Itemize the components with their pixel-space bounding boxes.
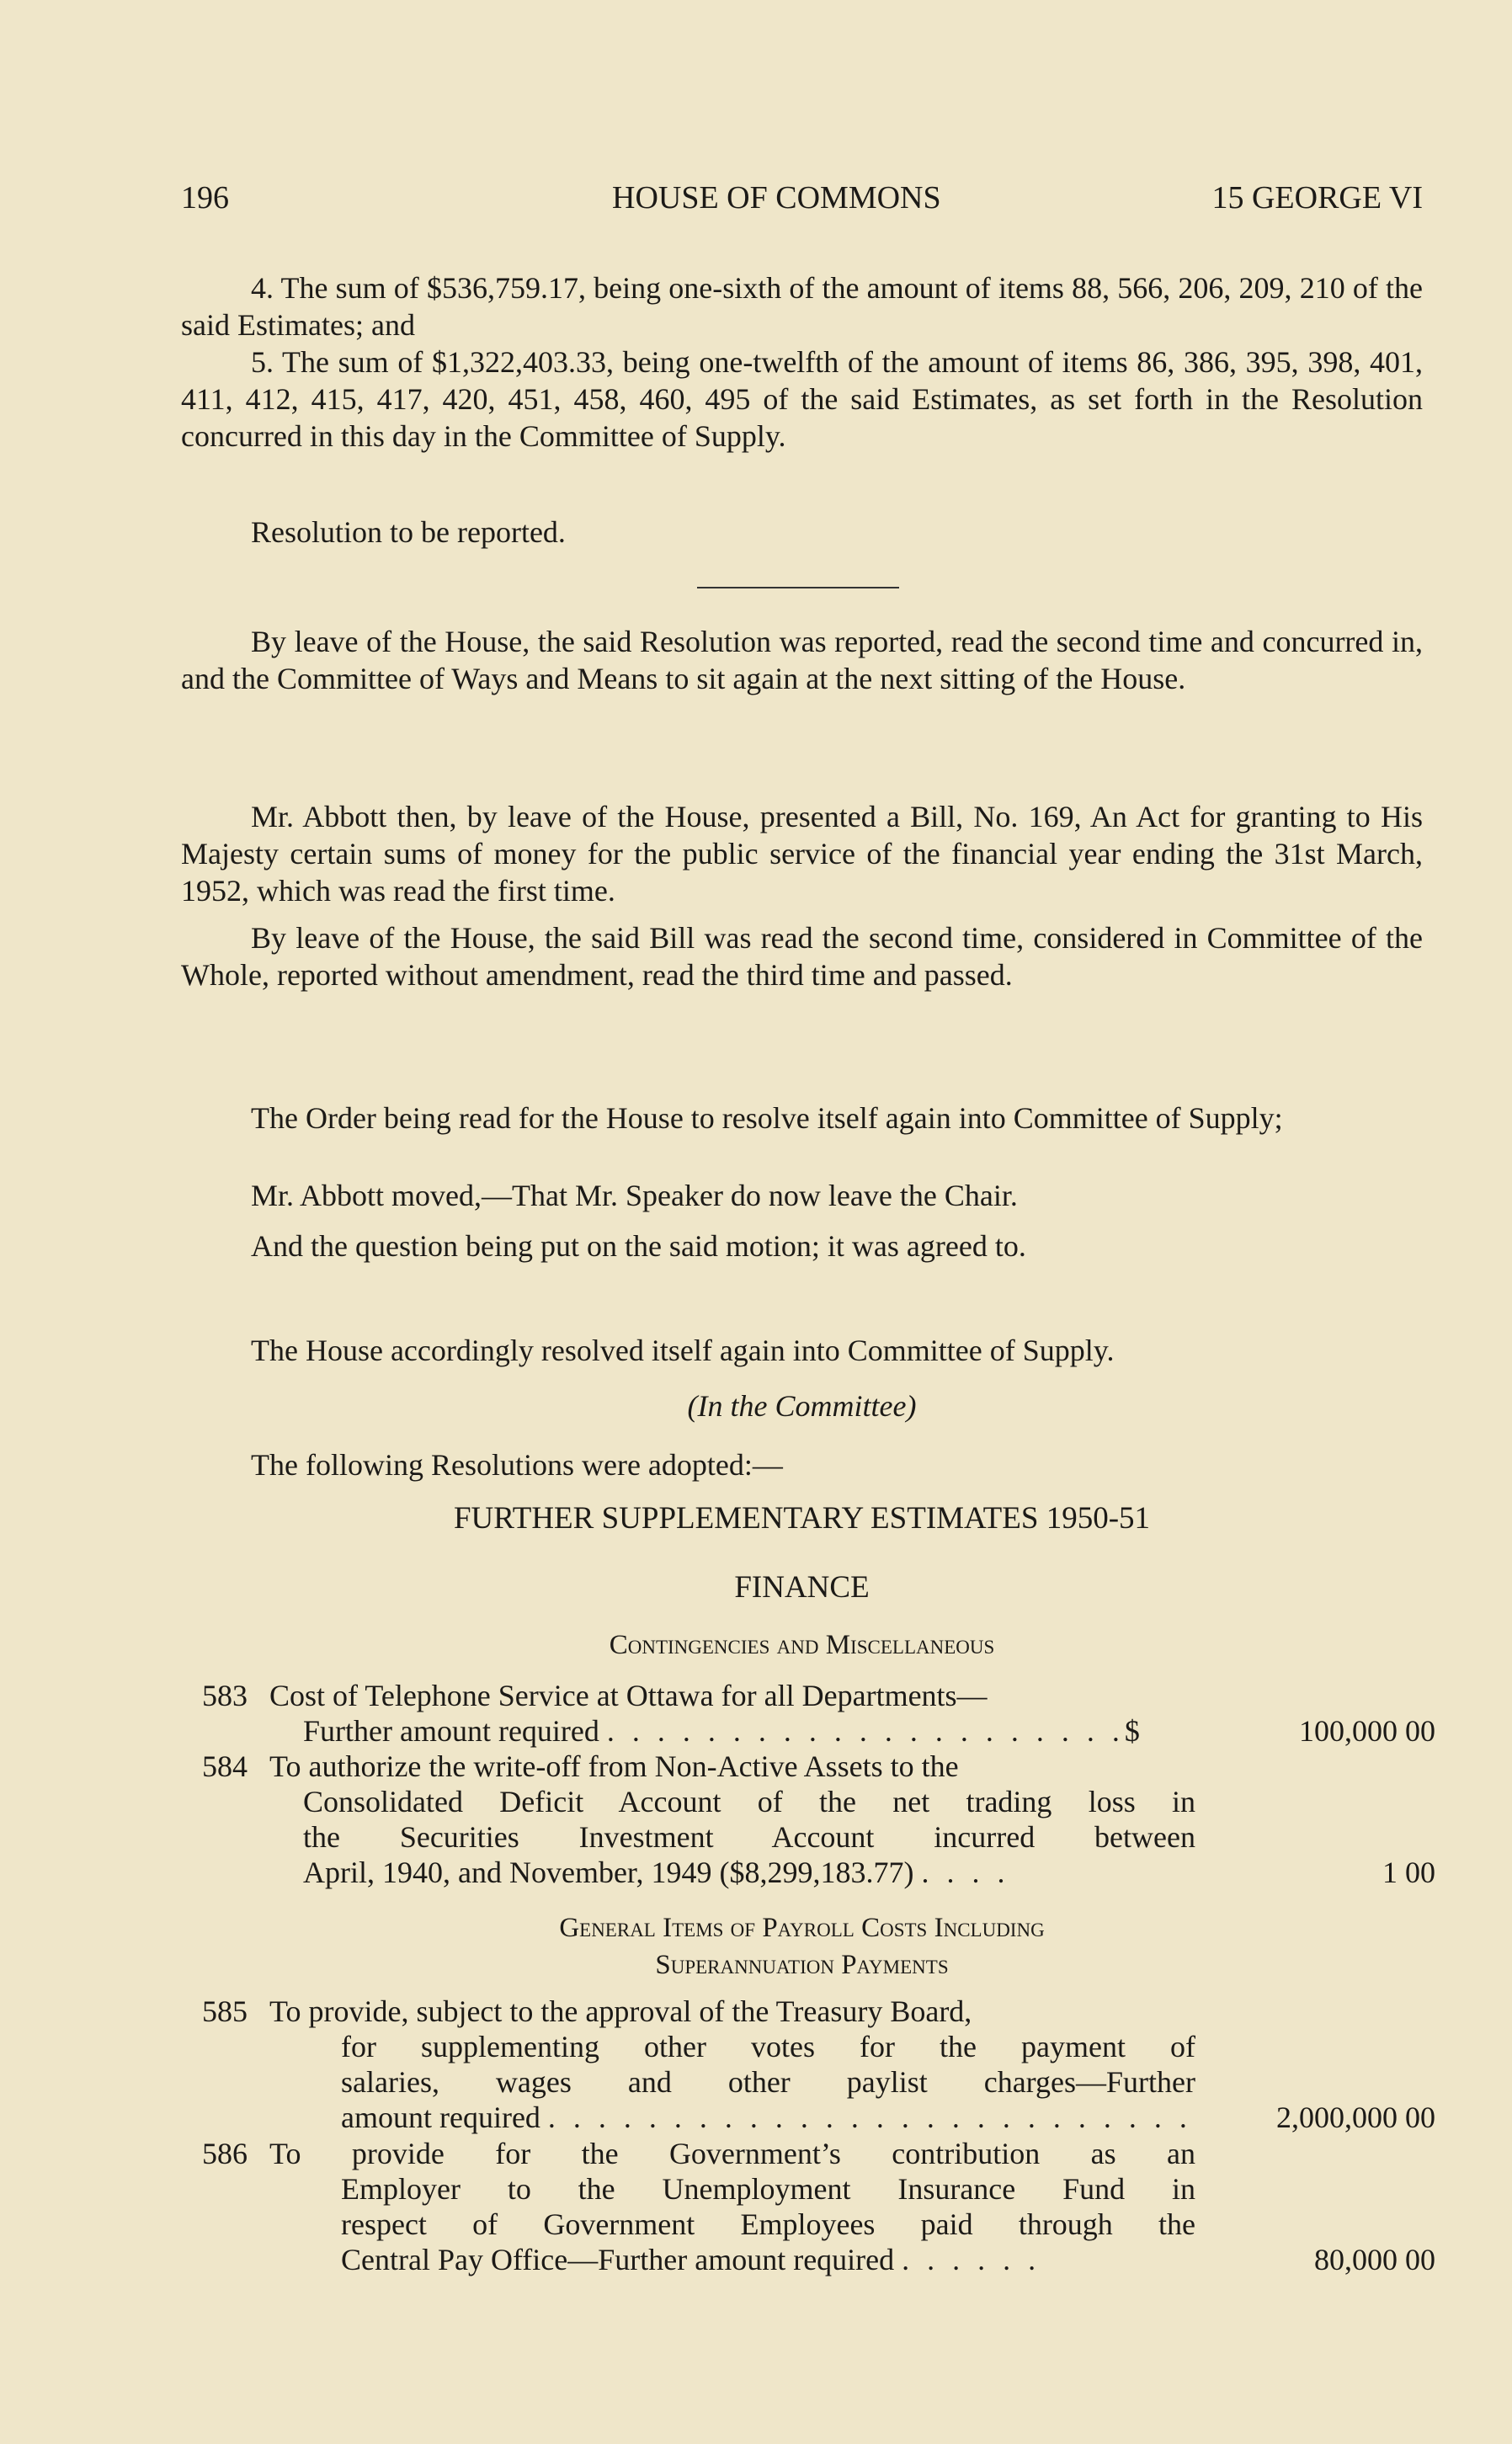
item-text-line: respect of Government Employees paid through the xyxy=(341,2207,1195,2241)
estimates-title: FURTHER SUPPLEMENTARY ESTIMATES 1950-51 xyxy=(453,1501,1151,1536)
page-number: 196 xyxy=(181,180,229,216)
item-text-line: amount required xyxy=(341,2101,540,2134)
paragraph-5: 5. The sum of $1,322,403.33, being one-twelfth of the amount of items 86, 386, 395, 398, 401, 411, 412, 415, 417, 420, 451, 458, 460, 495 of the said Estimates, as set forth in the Resolution concurred in this day in the Committee of Supply. xyxy=(181,345,1423,453)
item-text-line: To authorize the write-off from Non-Active Assets to the xyxy=(269,1749,959,1783)
dot-leader: . . . . . . . . . . . . . . . . . . . . . . . . . . xyxy=(547,2101,1192,2134)
item-number: 586 xyxy=(202,2137,248,2170)
item-text-line: the Securities Investment Account incurred between xyxy=(303,1820,1195,1854)
paragraph-bill-passed: By leave of the House, the said Bill was read the second time, considered in Committee of the Whole, reported without amendment, read the third time and passed. xyxy=(181,921,1423,992)
section-heading-payroll xyxy=(181,1909,1423,1983)
in-committee-note: (In the Committee) xyxy=(687,1389,917,1423)
dot-leader: . . . . . . xyxy=(902,2243,1041,2276)
section-heading-contingencies: Contingencies and Miscellaneous xyxy=(609,1630,995,1660)
item-amount: 2,000,000 00 xyxy=(1276,2101,1435,2134)
item-amount: 80,000 00 xyxy=(1314,2243,1435,2276)
section-heading-line: General Items of Payroll Costs Including xyxy=(559,1913,1045,1943)
dot-leader: . . . . xyxy=(921,1856,1010,1889)
page-header xyxy=(181,179,1423,218)
item-text-line: for supplementing other votes for the payment of xyxy=(341,2030,1195,2063)
item-number: 583 xyxy=(202,1679,248,1712)
item-text-line: Cost of Telephone Service at Ottawa for all Departments— xyxy=(269,1679,988,1712)
header-title: HOUSE OF COMMONS xyxy=(612,180,941,216)
item-text-line: salaries, wages and other paylist charges—Further xyxy=(341,2065,1195,2099)
resolutions-adopted: The following Resolutions were adopted:— xyxy=(251,1448,783,1482)
item-number: 585 xyxy=(202,1994,248,2028)
divider-rule xyxy=(697,587,899,588)
paragraph-order: The Order being read for the House to resolve itself again into Committee of Supply; xyxy=(251,1101,1283,1135)
item-amount: 100,000 00 xyxy=(1299,1714,1435,1748)
regnal-year: 15 GEORGE VI xyxy=(1211,180,1423,216)
item-text-line: To provide for the Government’s contribution as an xyxy=(269,2137,1195,2170)
paragraph-question: And the question being put on the said motion; it was agreed to. xyxy=(251,1229,1026,1263)
paragraph-4: 4. The sum of $536,759.17, being one-sixth of the amount of items 88, 566, 206, 209, 210 of the said Estimates; and xyxy=(181,271,1423,342)
paragraph-committee-resolved: The House accordingly resolved itself again into Committee of Supply. xyxy=(251,1334,1115,1367)
item-text-line: Central Pay Office—Further amount required xyxy=(341,2243,895,2276)
item-amount: 1 00 xyxy=(1382,1856,1435,1889)
paragraph-bill-presented: Mr. Abbott then, by leave of the House, presented a Bill, No. 169, An Act for granting to His Majesty certain sums of money for the public service of the financial year ending the 31st March, 1952, which was read the first time. xyxy=(181,800,1423,908)
resolution-reported: Resolution to be reported. xyxy=(251,515,566,549)
dot-leader: . . . . . . . . . . . . . . . . . . . . .$ xyxy=(606,1714,1145,1748)
item-text-line: April, 1940, and November, 1949 ($8,299,183.77) xyxy=(303,1856,914,1889)
item-text-line: Employer to the Unemployment Insurance Fund in xyxy=(341,2172,1195,2206)
paragraph-leave-reported: By leave of the House, the said Resolution was reported, read the second time and concurred in, and the Committee of Ways and Means to sit again at the next sitting of the House. xyxy=(181,625,1423,695)
item-text-line: To provide, subject to the approval of the Treasury Board, xyxy=(269,1994,972,2028)
item-text-line: Further amount required xyxy=(303,1714,599,1748)
paragraph-motion: Mr. Abbott moved,—That Mr. Speaker do now leave the Chair. xyxy=(251,1179,1018,1212)
item-number: 584 xyxy=(202,1749,248,1783)
department-heading: FINANCE xyxy=(734,1570,870,1605)
item-text-line: Consolidated Deficit Account of the net trading loss in xyxy=(303,1785,1195,1818)
section-heading-line: Superannuation Payments xyxy=(655,1950,949,1980)
